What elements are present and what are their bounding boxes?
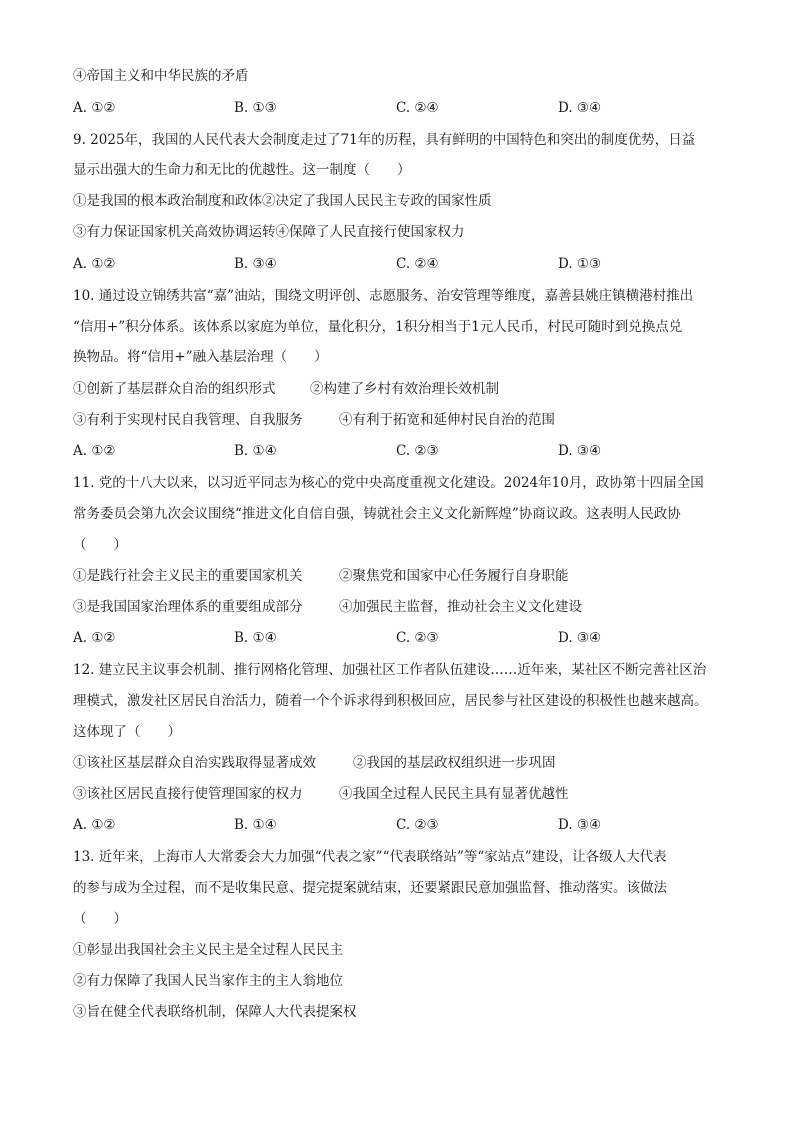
- q12-stem-line-1: 12. 建立民主议事会机制、推行网格化管理、加强社区工作者队伍建设……近年来，某社区不断完善社区治: [73, 662, 707, 678]
- q12-option-b: B. ①④: [234, 817, 277, 833]
- q9-option-d: D. ①③: [558, 256, 602, 272]
- q9-statements-line-2: ③有力保证国家机关高效协调运转④保障了人民直接行使国家权力: [73, 224, 465, 240]
- q11-stem-line-2: 常务委员会第九次会议围绕“推进文化自信自强，铸就社会主义文化新辉煌”协商议政。这表明人民政协: [73, 506, 681, 522]
- q8-statement-4: ④帝国主义和中华民族的矛盾: [73, 68, 249, 84]
- q10-option-c: C. ②③: [396, 443, 439, 459]
- q11-option-d: D. ③④: [558, 630, 602, 646]
- q11-statement-2: ②聚焦党和国家中心任务履行自身职能: [339, 568, 569, 584]
- q8-option-a: A. ①②: [73, 100, 116, 116]
- q9-options: [73, 255, 723, 273]
- q12-stem-line-3: 这体现了（ ）: [73, 724, 181, 740]
- q13-statement-3: ③旨在健全代表联络机制，保障人大代表提案权: [73, 1004, 357, 1020]
- q12-stem-line-2: 理模式，激发社区居民自治活力，随着一个个诉求得到积极回应，居民参与社区建设的积极性也越来越高。: [73, 693, 708, 709]
- q12-option-d: D. ③④: [558, 817, 602, 833]
- q11-stem-line-3: （ ）: [73, 537, 127, 553]
- q12-statement-4: ④我国全过程人民民主具有显著优越性: [339, 786, 569, 802]
- q8-option-b: B. ①③: [234, 100, 277, 116]
- q10-statements-row-2: [73, 411, 723, 429]
- q13-statement-1: ①彰显出我国社会主义民主是全过程人民民主: [73, 942, 343, 958]
- q10-statement-4: ④有利于拓宽和延伸村民自治的范围: [339, 412, 555, 428]
- q12-statements-row-1: [73, 754, 723, 772]
- q8-option-d: D. ③④: [558, 100, 602, 116]
- q10-options: [73, 442, 723, 460]
- q9-option-b: B. ③④: [234, 256, 277, 272]
- q10-option-a: A. ①②: [73, 443, 116, 459]
- q9-stem-line-2: 显示出强大的生命力和无比的优越性。这一制度（ ）: [73, 162, 411, 178]
- q10-stem-line-2: “信用+”积分体系。该体系以家庭为单位，量化积分，1积分相当于1元人民币，村民可随时到兑换点兑: [73, 319, 683, 335]
- q13-statement-2: ②有力保障了我国人民当家作主的主人翁地位: [73, 973, 343, 989]
- q10-stem-line-1: 10. 通过设立锦绣共富“嘉”油站，围绕文明评创、志愿服务、治安管理等维度，嘉善县姚庄镇横港村推出: [73, 288, 694, 304]
- q8-options: [73, 99, 723, 117]
- q11-option-a: A. ①②: [73, 630, 116, 646]
- q12-option-a: A. ①②: [73, 817, 116, 833]
- q10-statement-3: ③有利于实现村民自我管理、自我服务: [73, 412, 303, 428]
- q9-stem-line-1: 9. 2025年，我国的人民代表大会制度走过了71年的历程，具有鲜明的中国特色和突出的制度优势，日益: [73, 132, 696, 148]
- q12-statements-row-2: [73, 785, 723, 803]
- q11-statement-3: ③是我国国家治理体系的重要组成部分: [73, 599, 303, 615]
- q13-stem-line-1: 13. 近年来，上海市人大常委会大力加强“代表之家”“代表联络站”等“家站点”建设，让各级人大代表: [73, 849, 667, 865]
- q10-stem-line-3: 换物品。将“信用+”融入基层治理（ ）: [73, 349, 328, 365]
- q8-option-c: C. ②④: [396, 100, 439, 116]
- q12-statement-3: ③该社区居民直接行使管理国家的权力: [73, 786, 303, 802]
- q9-statements-line-1: ①是我国的根本政治制度和政体②决定了我国人民民主专政的国家性质: [73, 193, 492, 209]
- q10-option-d: D. ③④: [558, 443, 602, 459]
- q11-statements-row-1: [73, 567, 723, 585]
- q9-option-a: A. ①②: [73, 256, 116, 272]
- q13-stem-line-3: （ ）: [73, 911, 127, 927]
- q10-statements-row-1: [73, 380, 723, 398]
- q9-option-c: C. ②④: [396, 256, 439, 272]
- q11-option-c: C. ②③: [396, 630, 439, 646]
- q12-option-c: C. ②③: [396, 817, 439, 833]
- q10-option-b: B. ①④: [234, 443, 277, 459]
- q12-statement-2: ②我国的基层政权组织进一步巩固: [353, 755, 556, 771]
- q12-options: [73, 816, 723, 834]
- q10-statement-1: ①创新了基层群众自治的组织形式: [73, 381, 276, 397]
- q10-statement-2: ②构建了乡村有效治理长效机制: [310, 381, 499, 397]
- q12-statement-1: ①该社区基层群众自治实践取得显著成效: [73, 755, 316, 771]
- q11-options: [73, 629, 723, 647]
- q11-option-b: B. ①④: [234, 630, 277, 646]
- q11-statement-1: ①是践行社会主义民主的重要国家机关: [73, 568, 303, 584]
- q11-statement-4: ④加强民主监督，推动社会主义文化建设: [339, 599, 582, 615]
- q11-stem-line-1: 11. 党的十八大以来，以习近平同志为核心的党中央高度重视文化建设。2024年10月，政协第十四届全国: [73, 475, 704, 491]
- q11-statements-row-2: [73, 598, 723, 616]
- q13-stem-line-2: 的参与成为全过程，而不是收集民意、提完提案就结束，还要紧跟民意加强监督、推动落实。该做法: [73, 880, 667, 896]
